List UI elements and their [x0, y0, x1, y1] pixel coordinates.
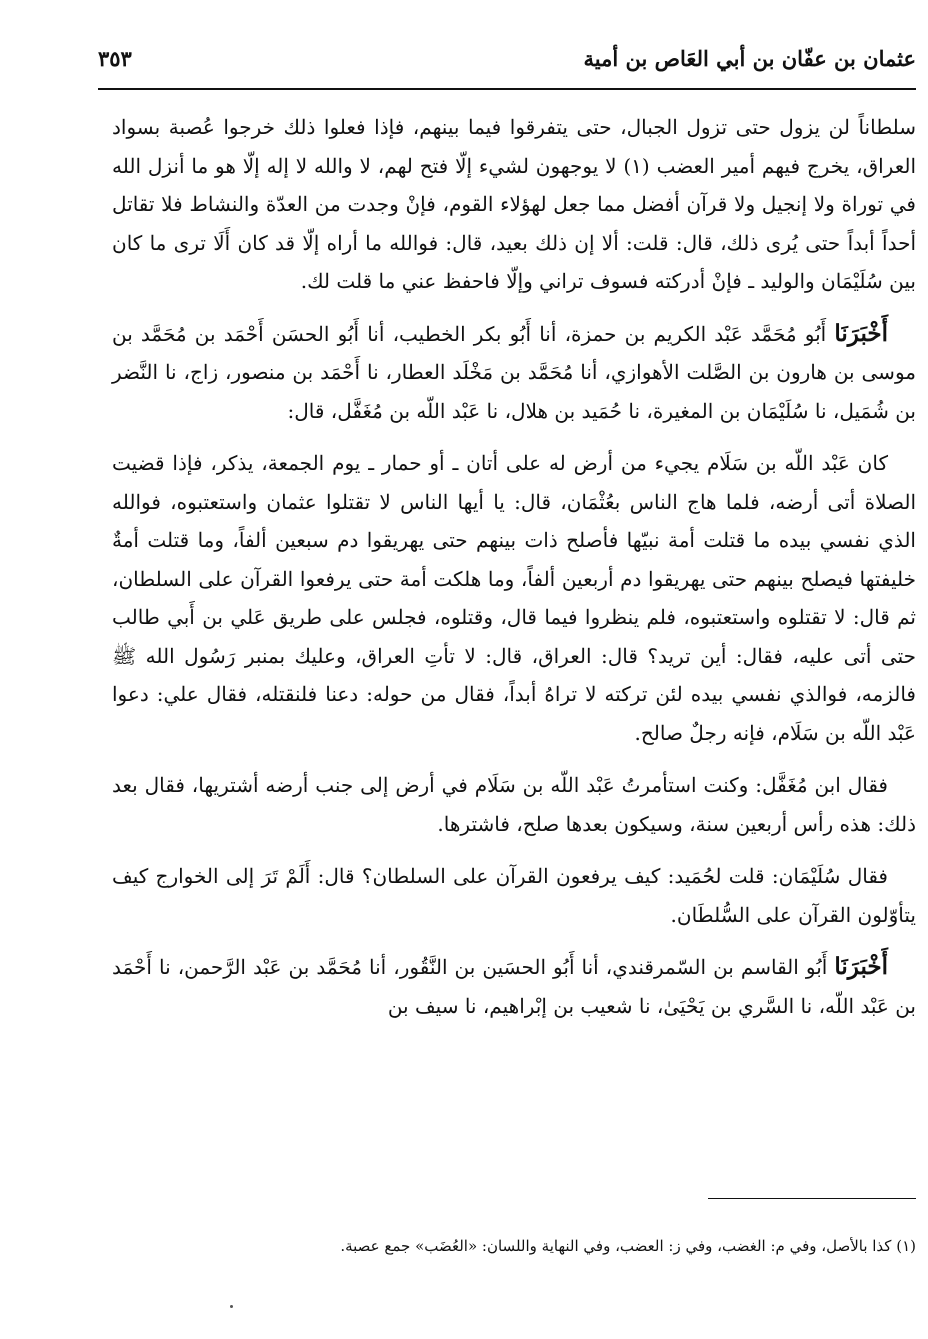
- footnote: (١) كذا بالأصل، وفي م: الغضب، وفي ز: العضب، وفي النهاية واللسان: «العُضَب» جمع عصبة.: [340, 1237, 916, 1255]
- akhbarana-lead: أَخْبَرَنَا: [834, 319, 889, 347]
- paragraph-3: [112, 444, 916, 752]
- paragraph-5: [112, 857, 916, 934]
- body-text: [112, 108, 916, 1039]
- paragraph-1: [112, 108, 916, 301]
- stray-dot: [230, 1305, 233, 1308]
- page-number: ٣٥٣: [98, 46, 132, 71]
- footnote-rule: [708, 1198, 916, 1199]
- paragraph-text: فقال ابن مُغَفَّل: وكنت استأمرتُ عَبْد اللّه بن سَلَام في أرض إلى جنب أرضه أشتريها، فقال بعد ذلك: هذه رأس أربعين سنة، وسيكون بعدها صلح، فاشترها.: [112, 773, 916, 836]
- paragraph-2: [112, 315, 916, 431]
- running-title: عثمان بن عفّان بن أبي العَاص بن أمية: [583, 46, 916, 71]
- paragraph-text: أَبُو مُحَمَّد عَبْد الكريم بن حمزة، أنا أَبُو بكر الخطيب، أنا أَبُو الحسَن أَحْمَد بن مُحَمَّد بن موسى بن هارون بن الصَّلت الأهوازي، أنا مُحَمَّد بن مَخْلَد العطار، نا أَحْمَد بن منصور، زاج، نا النَّضر بن شُمَيل، نا سُلَيْمَان بن المغيرة، نا حُمَيد بن هلال، نا عَبْد اللّه بن مُغَفَّل، قال:: [112, 321, 916, 423]
- paragraph-6: [112, 948, 916, 1025]
- header-rule: [98, 88, 916, 90]
- akhbarana-lead: أَخْبَرَنَا: [834, 953, 888, 980]
- paragraph-text: سلطاناً لن يزول حتى تزول الجبال، حتى يتفرقوا فيما بينهم، فإذا فعلوا ذلك خرجوا عُصبة بسواد العراق، يخرج فيهم أمير العضب (١) لا يوجهون لشيء إلّا فتح لهم، لا والله لا إله إلّا هو ما أنزل الله في توراة ولا إنجيل ولا قرآن أفضل مما جعل لهؤلاء القوم، فإنْ وجدت من العدّة والنشاط فلا تقاتل أحداً أبداً حتى يُرى ذلك، قال: قلت: ألا إن ذلك بعيد، قال: فوالله ما أراه إلّا قد كان أَلَا ترى ما كان بين سُلَيْمَان والوليد ـ فإنْ أدركته فسوف تراني وإلّا فاحفظ عني ما قلت لك.: [112, 115, 916, 293]
- page-header: [98, 40, 916, 86]
- paragraph-text: كان عَبْد اللّه بن سَلَام يجيء من أرض له على أتان ـ أو حمار ـ يوم الجمعة، يذكر، فإذا قضيت الصلاة أتى أرضه، فلما هاج الناس بعُثْمَان، قال: يا أيها الناس لا تقتلوا عثمان واستعتبوه، فوالله الذي نفسي بيده ما قتلت أمة نبيّها فأصلح ذات بينهم حتى يهريقوا دم سبعين ألفاً، وما قتلت أمةٌ خليفتها فيصلح بينهم حتى يهريقوا دم أربعين ألفاً، وما هلكت أمة حتى يرفعوا القرآن على السلطان، ثم قال: لا تقتلوه واستعتبوه، فلم ينظروا فيما قال، وقتلوه، فجلس على طريق عَلي بن أَبي طالب حتى أتى عليه، فقال: أين تريد؟ قال: العراق، قال: لا تأتِ العراق، وعليك بمنبر رَسُول الله ﷺ فالزمه، فوالذي نفسي بيده لئن تركته لا تراهُ أبداً، فقال من حوله: دعنا فلنقتله، فقال علي: دعوا عَبْد اللّه بن سَلَام، فإنه رجلٌ صالح.: [112, 451, 916, 745]
- paragraph-text: أَبُو القاسم بن السّمرقندي، أنا أَبُو الحسَين بن النَّقُور، أنا مُحَمَّد بن عَبْد الرَّحمن، نا أَحْمَد بن عَبْد اللّه، نا السَّري بن يَحْيَىٰ، نا شعيب بن إبْراهيم، نا سيف بن: [112, 955, 916, 1018]
- paragraph-text: فقال سُلَيْمَان: قلت لحُمَيد: كيف يرفعون القرآن على السلطان؟ قال: أَلَمْ تَرَ إلى الخوارج كيف يتأوّلون القرآن على السُّلطَان.: [112, 864, 916, 927]
- paragraph-4: [112, 766, 916, 843]
